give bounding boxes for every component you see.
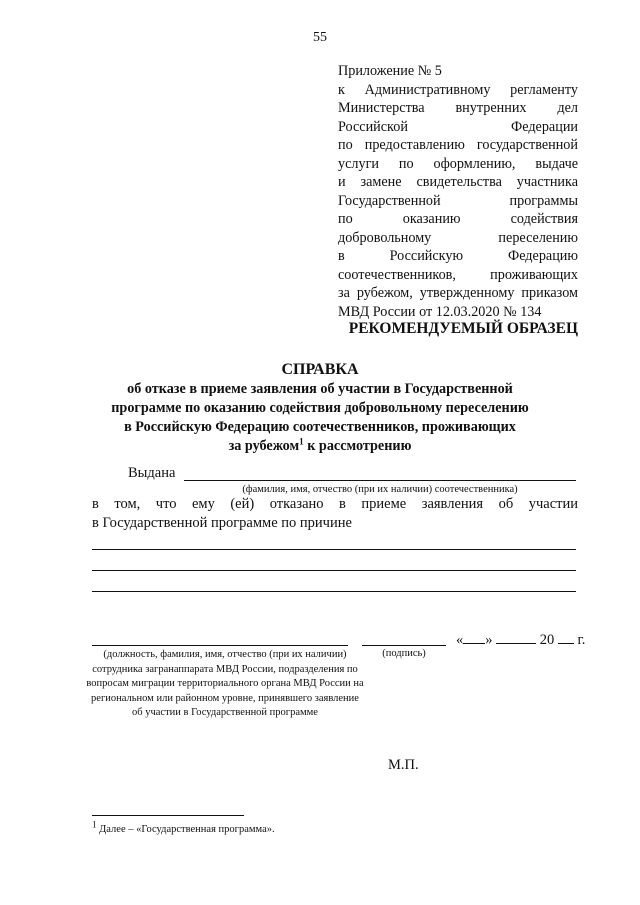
date-year-field[interactable]: [558, 631, 574, 644]
reason-blank-line[interactable]: [92, 549, 576, 550]
official-name-line[interactable]: [92, 645, 348, 646]
footnote-number: 1: [92, 819, 97, 830]
heading-line: [60, 438, 580, 455]
appendix-line: Министерства внутренних дел: [338, 100, 578, 116]
issued-label: Выдана: [128, 465, 176, 481]
appendix-line: добровольному переселению: [338, 229, 578, 246]
signature-caption: (подпись): [382, 648, 426, 659]
appendix-line: в Российскую Федерацию: [338, 248, 578, 264]
heading-line: в Российскую Федерацию соотечественников, проживающих: [124, 419, 516, 435]
appendix-line: соотечественников, проживающих: [338, 266, 578, 283]
date-day-field[interactable]: [463, 631, 485, 644]
date-close-quote: »: [485, 632, 493, 648]
appendix-line: по предоставлению государственной: [338, 137, 578, 153]
date-line: [456, 631, 585, 649]
document-title: СПРАВКА: [281, 361, 359, 378]
seal-place: М.П.: [388, 757, 419, 773]
heading-text: за рубежом: [228, 438, 300, 454]
date-year-suffix: г.: [577, 632, 586, 648]
sample-title: РЕКОМЕНДУЕМЫЙ ОБРАЗЕЦ: [348, 320, 578, 337]
appendix-line: Государственной программы: [338, 192, 578, 209]
reason-line: в Государственной программе по причине: [92, 515, 352, 531]
appendix-line: МВД России от 12.03.2020 № 134: [338, 303, 542, 320]
heading-text: к рассмотрению: [303, 438, 412, 454]
heading-line: программе по оказанию содействия добровольному переселению: [111, 400, 529, 416]
footnote-marker: 1: [299, 436, 304, 447]
appendix-line: по оказанию содействия: [338, 211, 578, 227]
reason-text: [92, 495, 578, 533]
appendix-line: и замене свидетельства участника: [338, 174, 578, 190]
appendix-line: Приложение № 5: [338, 63, 442, 79]
official-caption: (должность, фамилия, имя, отчество (при их наличии) сотрудника загранаппарата МВД России, подразделения по вопросам миграции территориального органа МВД России на региональном или районном уровне, принявшего заявление об участии в Государственной программе: [86, 649, 364, 718]
date-year-prefix: 20: [539, 632, 555, 648]
appendix-line: услуги по оформлению, выдаче: [338, 155, 578, 172]
date-open-quote: «: [456, 632, 464, 648]
issued-to-field[interactable]: [184, 480, 576, 481]
issued-caption: (фамилия, имя, отчество (при их наличии) соотечественника): [242, 484, 518, 495]
reason-line: в том, что ему (ей) отказано в приеме заявления об участии: [92, 496, 578, 512]
appendix-line: Российской Федерации: [338, 118, 578, 135]
footnote: [92, 819, 275, 835]
date-month-field[interactable]: [496, 631, 536, 644]
appendix-line: к Административному регламенту: [338, 81, 578, 98]
footnote-divider: [92, 815, 244, 816]
signature-line[interactable]: [362, 645, 446, 646]
page-number: 55: [313, 30, 327, 45]
footnote-text: Далее – «Государственная программа».: [96, 824, 275, 835]
appendix-reference: [338, 62, 578, 321]
reason-blank-line[interactable]: [92, 570, 576, 571]
reason-blank-line[interactable]: [92, 591, 576, 592]
heading-line: об отказе в приеме заявления об участии в Государственной: [127, 381, 513, 397]
appendix-line: за рубежом, утвержденному приказом: [338, 285, 578, 301]
